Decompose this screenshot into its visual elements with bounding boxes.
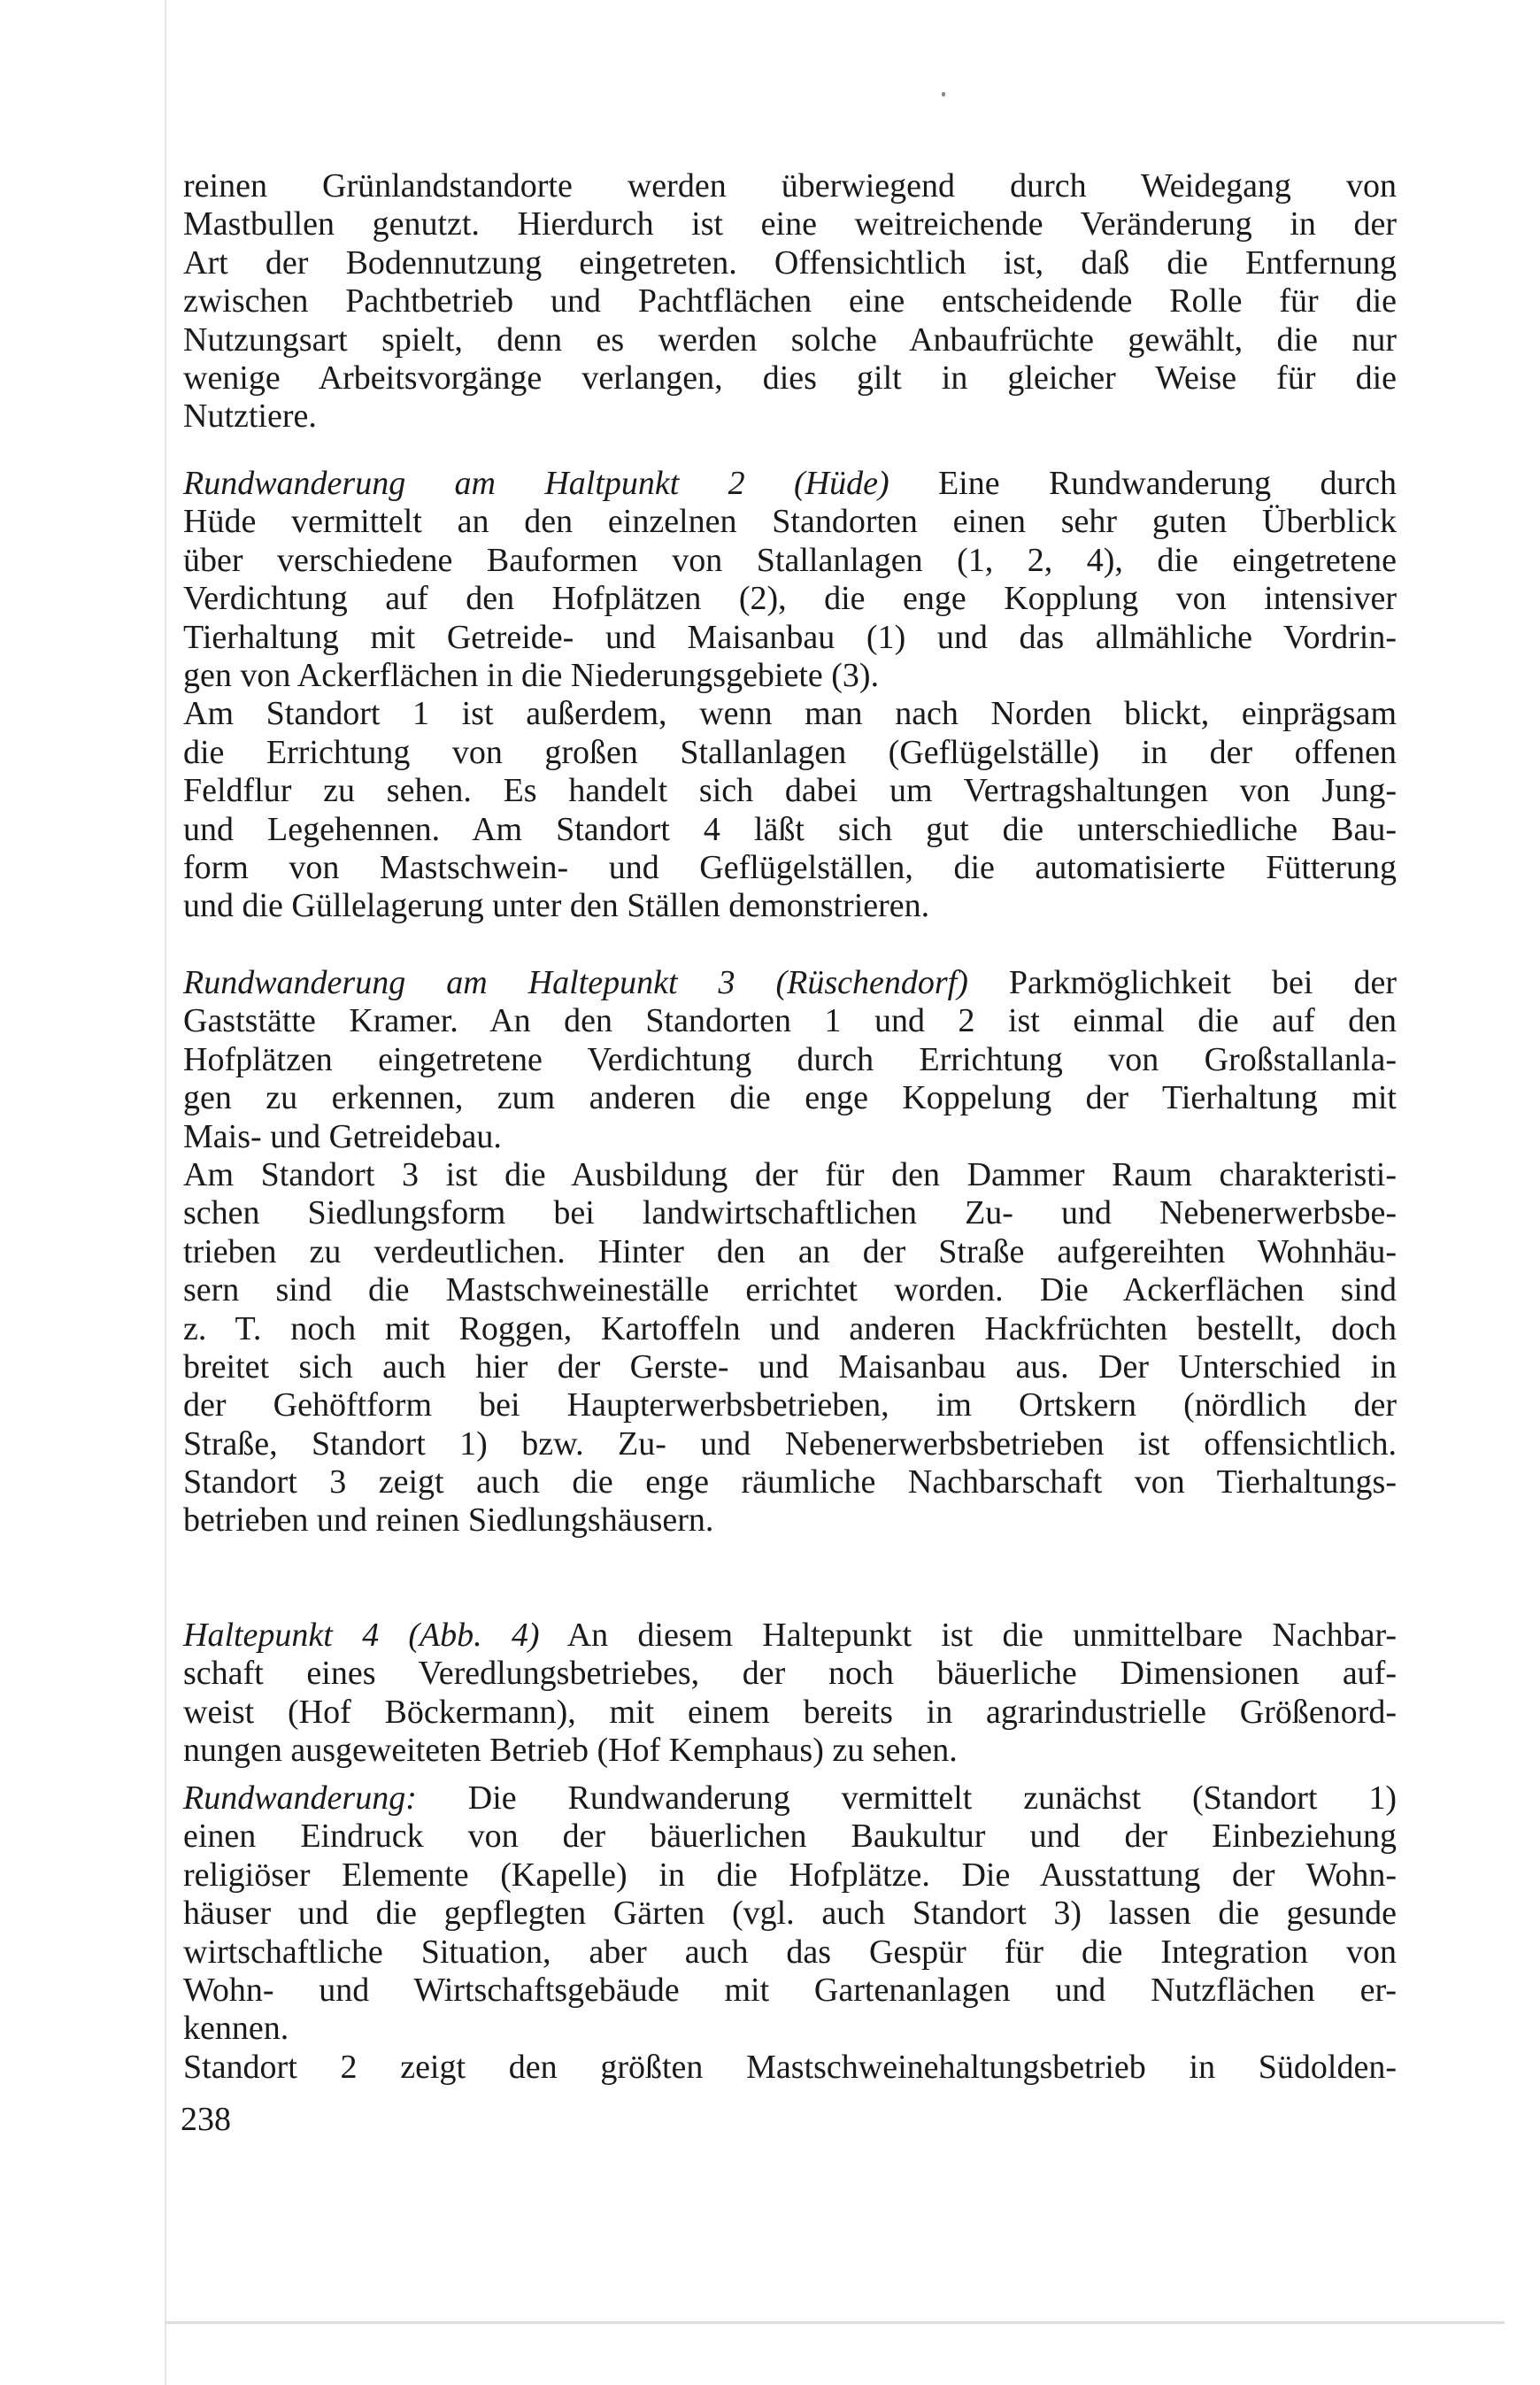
text-line [183, 1156, 1397, 1194]
line-text: weist (Hof Böckermann), mit einem bereits in agrarindustrielle Größenord- [183, 1693, 1397, 1731]
line-text: Eine Rundwanderung durch [889, 465, 1397, 502]
line-text: häuser und die gepflegten Gärten (vgl. auch Standort 3) lassen die gesunde [183, 1895, 1397, 1933]
line-text: Verdichtung auf den Hofplätzen (2), die enge Kopplung von intensiver [183, 580, 1397, 618]
text-line [183, 619, 1397, 657]
text-line [183, 811, 1397, 849]
line-text: form von Mastschwein- und Geflügelställen, die automatisierte Fütterung [183, 848, 1397, 886]
text-line [183, 1233, 1397, 1271]
text-line [183, 1386, 1397, 1424]
line-text: Gaststätte Kramer. An den Standorten 1 und 2 ist einmal die auf den [183, 1002, 1397, 1040]
italic-lead-in: Haltepunkt 4 (Abb. 4) [183, 1617, 540, 1654]
paragraph [183, 1779, 1397, 2087]
line-text: Am Standort 1 ist außerdem, wenn man nach Norden blickt, einprägsam [183, 695, 1397, 733]
line-text: Die Rundwanderung vermittelt zunächst (Standort 1) [416, 1779, 1397, 1817]
text-line [183, 1779, 1397, 1818]
line-text: Art der Bodennutzung eingetreten. Offensichtlich ist, daß die Entfernung [183, 243, 1397, 282]
text-line [183, 1694, 1397, 1732]
text-line [183, 1425, 1397, 1463]
line-text: Standort 3 zeigt auch die enge räumliche Nachbarschaft von Tierhaltungs- [183, 1463, 1397, 1501]
line-text: wenige Arbeitsvorgänge verlangen, dies gilt in gleicher Weise für die [183, 359, 1397, 397]
text-line [183, 542, 1397, 580]
text-line [183, 1617, 1397, 1655]
text-line [183, 1348, 1397, 1386]
line-text: sern sind die Mastschweineställe errichtet worden. Die Ackerflächen sind [183, 1271, 1397, 1309]
line-text: Hüde vermittelt an den einzelnen Standorten einen sehr guten Überblick [183, 503, 1397, 541]
line-text: reinen Grünlandstandorte werden überwiegend durch Weidegang von [183, 167, 1397, 205]
line-text: schaft eines Veredlungsbetriebes, der noch bäuerliche Dimensionen auf- [183, 1655, 1397, 1693]
text-line [183, 1655, 1397, 1693]
line-text: Straße, Standort 1) bzw. Zu- und Nebenerwerbsbetrieben ist offensichtlich. [183, 1424, 1397, 1463]
line-text: über verschiedene Bauformen von Stallanlagen (1, 2, 4), die eingetretene [183, 541, 1397, 579]
line-text: trieben zu verdeutlichen. Hinter den an der Straße aufgereihten Wohnhäu- [183, 1232, 1397, 1270]
text-line [183, 359, 1397, 398]
line-text: Nutzungsart spielt, denn es werden solche Anbaufrüchte gewählt, die nur [183, 320, 1397, 359]
line-text: Feldflur zu sehen. Es handelt sich dabei um Vertragshaltungen von Jung- [183, 772, 1397, 810]
italic-lead-in: Rundwanderung am Haltpunkt 2 (Hüde) [183, 465, 889, 502]
line-text: schen Siedlungsform bei landwirtschaftlichen Zu- und Nebenerwerbsbe- [183, 1194, 1397, 1232]
text-line [183, 964, 1397, 1002]
text-line [183, 734, 1397, 772]
text-line [183, 657, 1397, 695]
line-text: kennen. [183, 2010, 289, 2048]
text-line [183, 695, 1397, 733]
text-line [183, 2010, 1397, 2048]
line-text: und die Güllelagerung unter den Ställen demonstrieren. [183, 887, 930, 925]
text-line [183, 887, 1397, 925]
text-line [183, 1194, 1397, 1232]
text-line [183, 282, 1397, 320]
text-line [183, 503, 1397, 541]
line-text: die Errichtung von großen Stallanlagen (Geflügelställe) in der offenen [183, 733, 1397, 771]
line-text: Nutztiere. [183, 398, 317, 436]
text-line [183, 1501, 1397, 1540]
text-line [183, 1118, 1397, 1156]
line-text: Standort 2 zeigt den größten Mastschweinehaltungsbetrieb in Südolden- [183, 2048, 1397, 2086]
text-line [183, 1271, 1397, 1309]
line-text: Parkmöglichkeit bei der [967, 964, 1398, 1001]
text-line [183, 2049, 1397, 2087]
text-line [183, 849, 1397, 887]
text-line [183, 1310, 1397, 1348]
line-text: z. T. noch mit Roggen, Kartoffeln und anderen Hackfrüchten bestellt, doch [183, 1309, 1397, 1347]
line-text: wirtschaftliche Situation, aber auch das Gespür für die Integration von [183, 1933, 1397, 1971]
page-number: 238 [181, 2101, 231, 2138]
line-text: Hofplätzen eingetretene Verdichtung durch Errichtung von Großstallanla- [183, 1040, 1397, 1078]
paragraph [183, 465, 1397, 926]
text-line [183, 167, 1397, 205]
paragraph [183, 167, 1397, 436]
paragraph [183, 964, 1397, 1540]
line-text: breitet sich auch hier der Gerste- und Maisanbau aus. Der Unterschied in [183, 1347, 1397, 1385]
line-text: nungen ausgeweiteten Betrieb (Hof Kemphaus) zu sehen. [183, 1732, 958, 1770]
text-line [183, 244, 1397, 282]
line-text: zwischen Pachtbetrieb und Pachtflächen eine entscheidende Rolle für die [183, 282, 1397, 320]
text-line [183, 1463, 1397, 1501]
text-line [183, 1972, 1397, 2010]
line-text: An diesem Haltepunkt ist die unmittelbare Nachbar- [539, 1617, 1397, 1654]
text-line [183, 772, 1397, 810]
line-text: Am Standort 3 ist die Ausbildung der für den Dammer Raum charakteristi- [183, 1155, 1397, 1193]
line-text: der Gehöftform bei Haupterwerbsbetrieben, im Ortskern (nördlich der [183, 1386, 1397, 1424]
line-text: einen Eindruck von der bäuerlichen Baukultur und der Einbeziehung [183, 1818, 1397, 1856]
line-text: und Legehennen. Am Standort 4 läßt sich gut die unterschiedliche Bau- [183, 810, 1397, 848]
text-line [183, 1895, 1397, 1933]
line-text: Tierhaltung mit Getreide- und Maisanbau (1) und das allmähliche Vordrin- [183, 618, 1397, 656]
text-line [183, 1856, 1397, 1895]
text-line [183, 1002, 1397, 1040]
line-text: Wohn- und Wirtschaftsgebäude mit Gartenanlagen und Nutzflächen er- [183, 1971, 1397, 2009]
text-line [183, 580, 1397, 618]
italic-lead-in: Rundwanderung: [183, 1779, 417, 1817]
text-line [183, 1818, 1397, 1856]
italic-lead-in: Rundwanderung am Haltepunkt 3 (Rüschendorf) [183, 964, 968, 1001]
line-text: religiöser Elemente (Kapelle) in die Hofplätze. Die Ausstattung der Wohn- [183, 1856, 1397, 1894]
scan-speck [942, 92, 945, 96]
line-text: Mais- und Getreidebau. [183, 1117, 502, 1155]
line-text: gen zu erkennen, zum anderen die enge Koppelung der Tierhaltung mit [183, 1079, 1397, 1117]
page-bottom-edge [165, 2321, 1505, 2324]
text-line [183, 1732, 1397, 1770]
text-line [183, 1933, 1397, 1972]
line-text: betrieben und reinen Siedlungshäusern. [183, 1501, 714, 1540]
text-line [183, 465, 1397, 503]
line-text: Mastbullen genutzt. Hierdurch ist eine weitreichende Veränderung in der [183, 205, 1397, 243]
page-margin-line [165, 0, 166, 2385]
text-line [183, 1041, 1397, 1079]
text-line [183, 321, 1397, 359]
text-line [183, 398, 1397, 436]
paragraph [183, 1617, 1397, 1771]
text-line [183, 1079, 1397, 1117]
line-text: gen von Ackerflächen in die Niederungsgebiete (3). [183, 656, 880, 694]
text-line [183, 205, 1397, 243]
